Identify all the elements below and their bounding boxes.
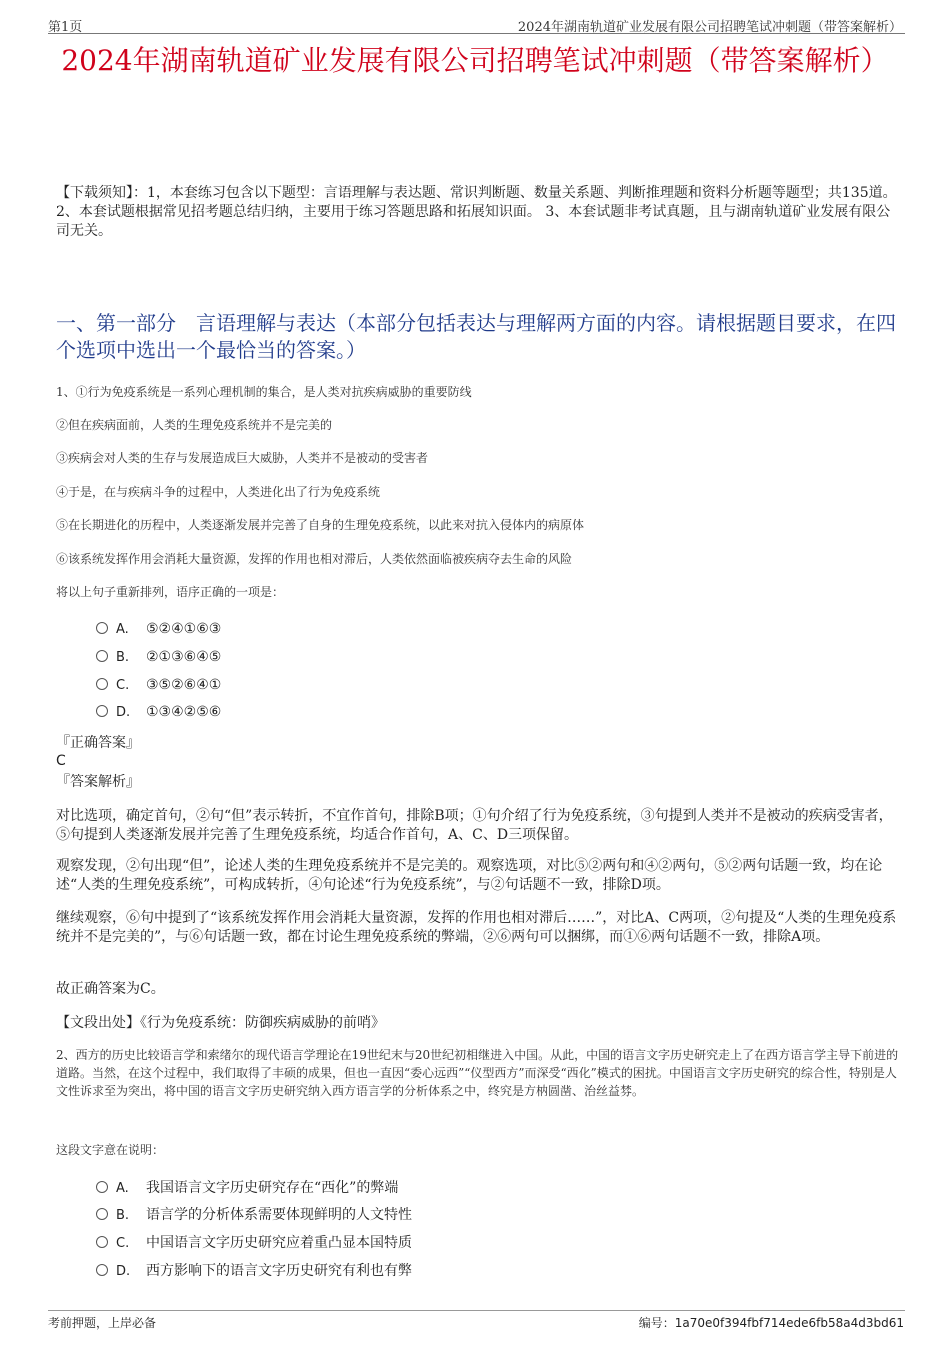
option-text: ③⑤②⑥④①: [146, 677, 222, 693]
option-text: 我国语言文字历史研究存在“西化”的弊端: [146, 1180, 399, 1196]
q2-prompt: 这段文字意在说明：: [56, 1143, 165, 1157]
q2-passage: 2、西方的历史比较语言学和索绪尔的现代语言学理论在19世纪末与20世纪初相继进入中国。从此，中国的语言文字历史研究走上了在西方语言学主导下前进的道路。当然，在这个过程中，我们取得了丰硕的成果，但也一直因“委心远西”“仪型西方”而深受“西化”模式的困扰。中国语言文字历史研究的综合性，特别是人文性诉求至为突出，将中国的语言文字历史研究纳入西方语言学的分析体系之中，终究是方枘圆凿、治丝益棼。: [56, 1048, 899, 1098]
q2-option-b[interactable]: [96, 1206, 412, 1224]
q2-option-a[interactable]: [96, 1179, 398, 1197]
radio-icon[interactable]: [96, 650, 108, 662]
q1-line-6: ⑥该系统发挥作用会消耗大量资源，发挥的作用也相对滞后，人类依然面临被疾病夺去生命的风险: [56, 552, 573, 566]
radio-icon[interactable]: [96, 622, 108, 634]
radio-icon[interactable]: [96, 678, 108, 690]
option-letter: B.: [116, 1208, 130, 1223]
download-notice: 【下载须知】：1，本套练习包含以下题型：言语理解与表达题、常识判断题、数量关系题、判断推理题和资料分析题等题型；共135道。 2、本套试题根据常见招考题总结归纳，主要用于练习答题思路和拓展知识面。 3、本套试题非考试真题，且与湖南轨道矿业发展有限公司无关。: [56, 185, 897, 239]
q2-option-c[interactable]: [96, 1234, 412, 1252]
page-title: 2024年湖南轨道矿业发展有限公司招聘笔试冲刺题（带答案解析）: [61, 44, 889, 77]
option-letter: D.: [116, 705, 131, 720]
q1-option-d[interactable]: [96, 703, 221, 721]
q1-line-2: ②但在疾病面前，人类的生理免疫系统并不是完美的: [56, 418, 333, 432]
section-title: 一、第一部分 言语理解与表达（本部分包括表达与理解两方面的内容。请根据题目要求，在四个选项中选出一个最恰当的答案。）: [56, 311, 896, 362]
q1-prompt: 将以上句子重新排列，语序正确的一项是：: [56, 585, 285, 599]
option-letter: A.: [116, 1181, 129, 1196]
radio-icon[interactable]: [96, 1181, 108, 1193]
option-text: ②①③⑥④⑤: [146, 649, 222, 665]
page-number: 第1页: [48, 20, 83, 35]
header-doc-title: 2024年湖南轨道矿业发展有限公司招聘笔试冲刺题（带答案解析）: [517, 20, 902, 35]
option-text: 中国语言文字历史研究应着重凸显本国特质: [146, 1235, 412, 1251]
code-label: 编号：: [638, 1316, 675, 1330]
q1-option-c[interactable]: [96, 676, 221, 694]
footer-divider: [48, 1310, 905, 1311]
option-text: ①③④②⑤⑥: [146, 704, 222, 720]
option-letter: D.: [116, 1264, 131, 1279]
text-source: 【文段出处】《行为免疫系统：防御疾病威胁的前哨》: [56, 1015, 385, 1031]
footer-slogan: 考前押题，上岸必备: [48, 1316, 157, 1330]
analysis-paragraph: 继续观察，⑥句中提到了“该系统发挥作用会消耗大量资源，发挥的作用也相对滞后……”，对比A、C两项，②句提及“人类的生理免疫系统并不是完美的”，与⑥句话题一致，都在讨论生理免疫系统的弊端，②⑥两句可以捆绑，而①⑥两句话题不一致，排除A项。: [56, 910, 897, 945]
option-letter: C.: [116, 678, 130, 693]
analysis-label: 『答案解析』: [56, 774, 140, 790]
answer-label: 『正确答案』: [56, 735, 140, 751]
analysis-paragraph: 观察发现，②句出现“但”，论述人类的生理免疫系统并不是完美的。观察选项，对比⑤②两句和④②两句，⑤②两句话题一致，均在论述“人类的生理免疫系统”，可构成转折，④句论述“行为免疫系统”，与②句话题不一致，排除D项。: [56, 858, 883, 893]
answer-value: C: [56, 753, 66, 769]
radio-icon[interactable]: [96, 1208, 108, 1220]
radio-icon[interactable]: [96, 1236, 108, 1248]
header-divider: [48, 33, 905, 34]
q1-option-a[interactable]: [96, 620, 221, 638]
option-letter: A.: [116, 622, 129, 637]
option-letter: B.: [116, 650, 130, 665]
option-text: 语言学的分析体系需要体现鲜明的人文特性: [146, 1207, 412, 1223]
radio-icon[interactable]: [96, 705, 108, 717]
q2-option-d[interactable]: [96, 1262, 412, 1280]
q1-line-4: ④于是，在与疾病斗争的过程中，人类进化出了行为免疫系统: [56, 485, 381, 499]
footer-code: [639, 1314, 904, 1331]
code-value: 1a70e0f394fbf714ede6fb58a4d3bd61: [674, 1316, 904, 1330]
q1-line-3: ③疾病会对人类的生存与发展造成巨大威胁，人类并不是被动的受害者: [56, 451, 429, 465]
option-text: 西方影响下的语言文字历史研究有利也有弊: [146, 1263, 412, 1279]
q1-option-b[interactable]: [96, 648, 221, 666]
q1-line-1: 1、①行为免疫系统是一系列心理机制的集合，是人类对抗疾病威胁的重要防线: [56, 385, 472, 399]
option-text: ⑤②④①⑥③: [146, 621, 222, 637]
option-letter: C.: [116, 1236, 130, 1251]
analysis-paragraph: 对比选项，确定首句，②句“但”表示转折，不宜作首句，排除B项；①句介绍了行为免疫系统，③句提到人类并不是被动的疾病受害者，⑤句提到人类逐渐发展并完善了生理免疫系统，均适合作首句，A、C、D三项保留。: [56, 808, 893, 843]
analysis-conclusion: 故正确答案为C。: [56, 981, 165, 997]
radio-icon[interactable]: [96, 1264, 108, 1276]
q1-line-5: ⑤在长期进化的历程中，人类逐渐发展并完善了自身的生理免疫系统，以此来对抗入侵体内的病原体: [56, 518, 585, 532]
